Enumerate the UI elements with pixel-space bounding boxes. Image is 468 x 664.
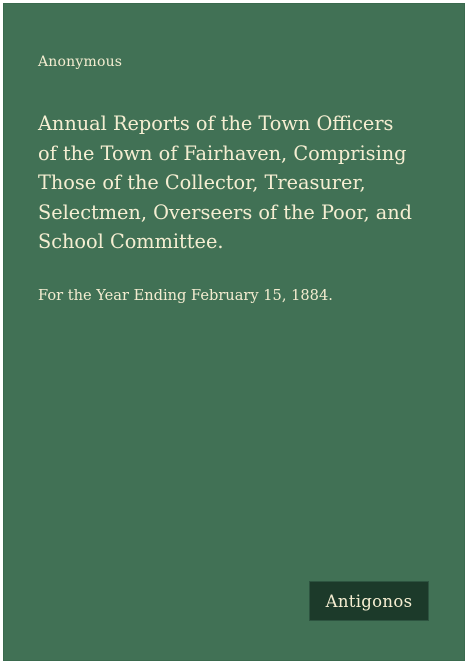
publisher-badge <box>309 581 429 621</box>
book-title-line: Selectmen, Overseers of the Poor, and <box>38 200 412 224</box>
book-title-line: School Committee. <box>38 230 224 253</box>
book-subtitle: For the Year Ending February 15, 1884. <box>38 287 333 304</box>
book-title-line: of the Town of Fairhaven, Comprising <box>38 141 407 165</box>
author-name: Anonymous <box>38 54 123 70</box>
book-title-line: Annual Reports of the Town Officers <box>38 112 394 135</box>
publisher-name: Antigonos <box>325 591 413 611</box>
book-cover <box>3 3 465 661</box>
book-title-line: Those of the Collector, Treasurer, <box>38 171 366 194</box>
book-title <box>38 109 448 257</box>
